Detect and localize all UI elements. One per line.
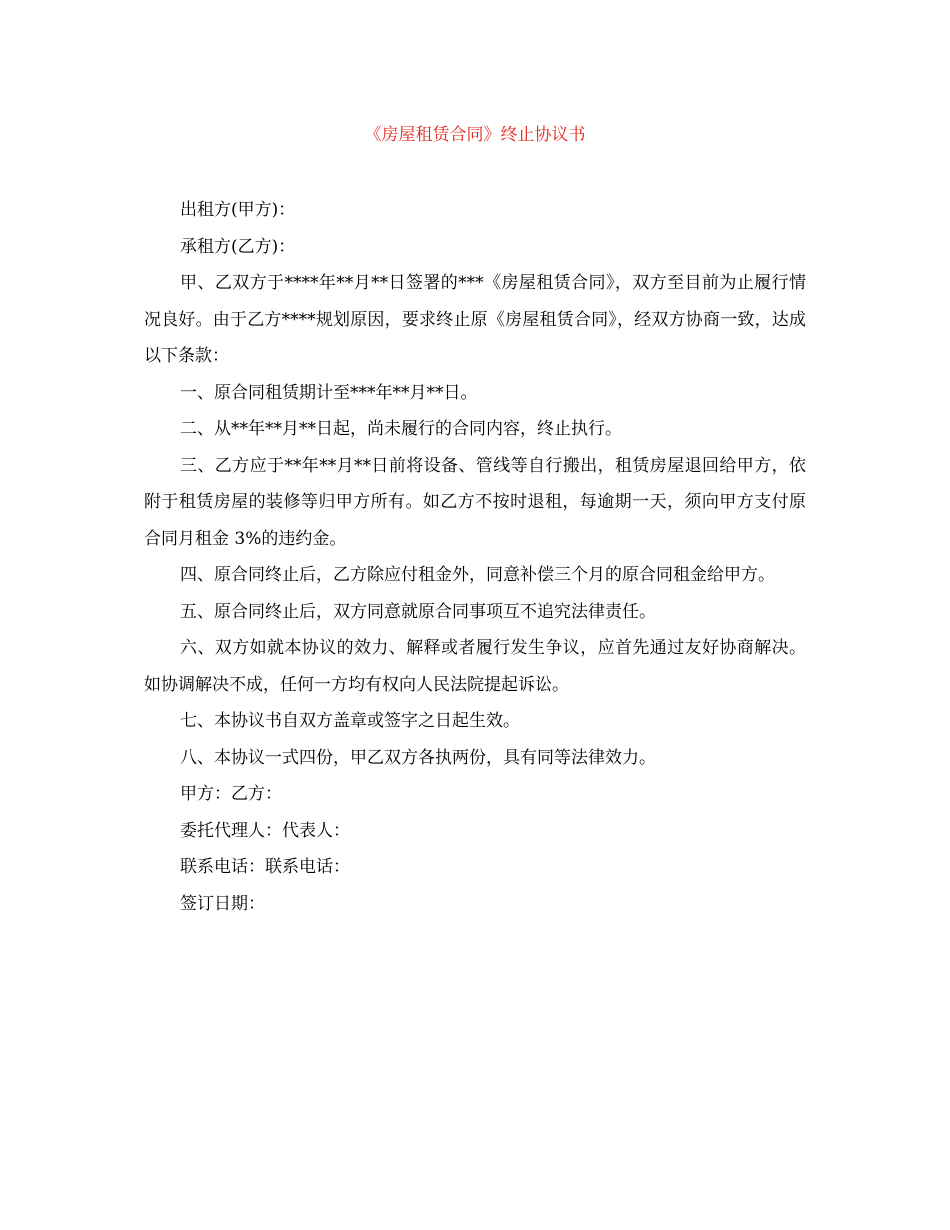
preamble-paragraph: 甲、乙双方于****年**月**日签署的***《房屋租赁合同》，双方至目前为止履行情况良好。由于乙方****规划原因，要求终止原《房屋租赁合同》，经双方协商一致，达成以下条款： — [144, 273, 806, 366]
phone-line: 联系电话：联系电话： — [180, 857, 350, 877]
clause-1: 一、原合同租赁期计至***年**月**日。 — [180, 382, 478, 403]
clause-4: 四、原合同终止后，乙方除应付租金外，同意补偿三个月的原合同租金给甲方。 — [180, 565, 775, 585]
signing-date-line: 签订日期： — [180, 893, 265, 914]
clause-2: 二、从**年**月**日起，尚未履行的合同内容，终止执行。 — [180, 419, 622, 439]
lessee-line: 承租方(乙方)： — [180, 236, 296, 257]
clause-5: 五、原合同终止后，双方同意就原合同事项互不追究法律责任。 — [180, 601, 656, 622]
lessor-line: 出租方(甲方)： — [180, 200, 296, 220]
clause-6: 六、双方如就本协议的效力、解释或者履行发生争议，应首先通过友好协商解决。如协调解决不成，任何一方均有权向人民法院提起诉讼。 — [144, 638, 806, 695]
party-signature-line: 甲方：乙方： — [180, 784, 282, 804]
agent-representative-line: 委托代理人：代表人： — [180, 820, 350, 841]
document-body — [144, 192, 806, 922]
clause-8: 八、本协议一式四份，甲乙双方各执两份，具有同等法律效力。 — [180, 747, 656, 768]
clause-3: 三、乙方应于**年**月**日前将设备、管线等自行搬出，租赁房屋退回给甲方，依附于租赁房屋的装修等归甲方所有。如乙方不按时退租，每逾期一天，须向甲方支付原合同月租金 3%的违约金。 — [144, 455, 806, 549]
clause-7: 七、本协议书自双方盖章或签字之日起生效。 — [180, 711, 520, 731]
document-title: 《房屋租赁合同》终止协议书 — [364, 125, 586, 145]
